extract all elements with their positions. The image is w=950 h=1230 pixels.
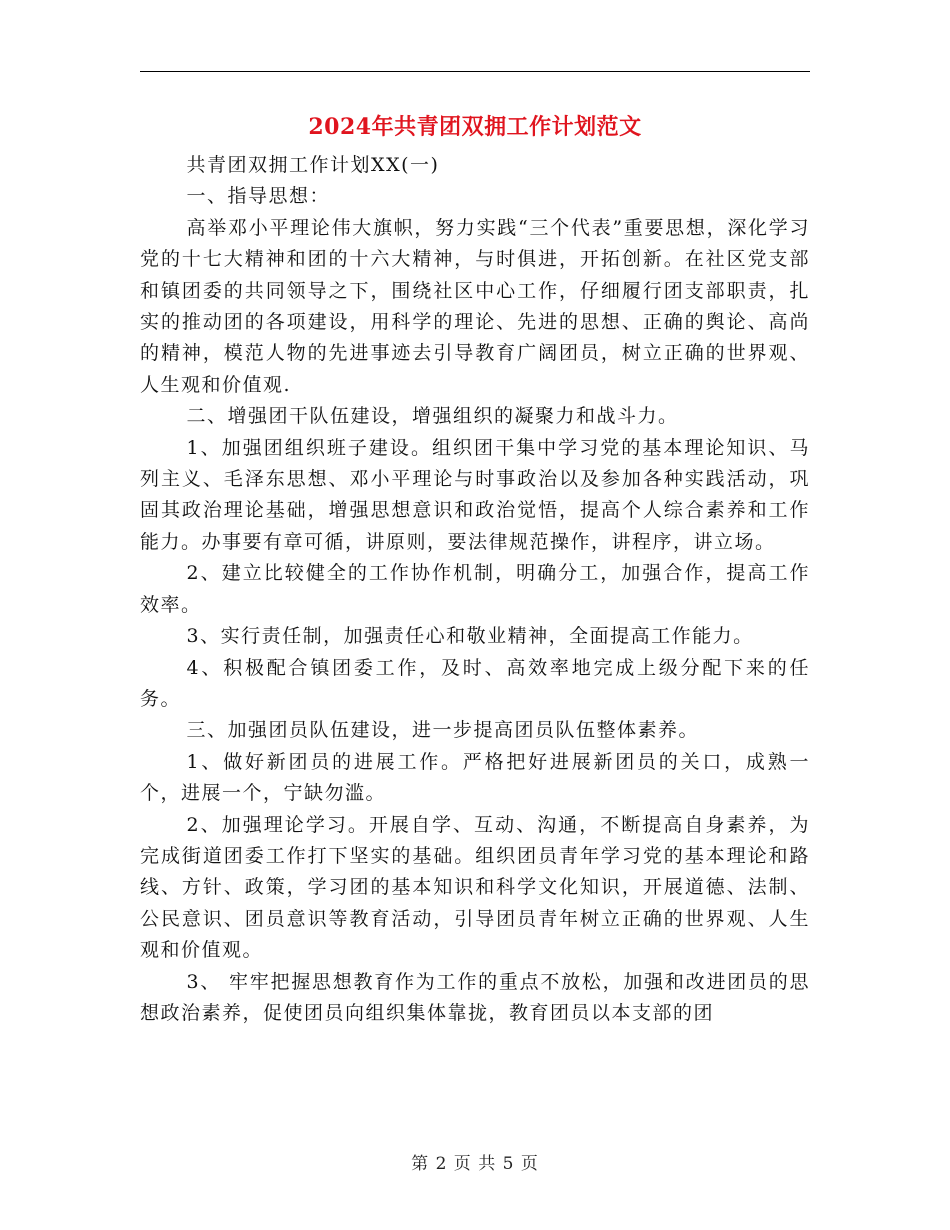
- paragraph-section-2-heading: 二、增强团干队伍建设，增强组织的凝聚力和战斗力。: [186, 405, 679, 428]
- document-body: [140, 150, 810, 1029]
- paragraph-section-3-heading: 三、加强团员队伍建设，进一步提高团员队伍整体素养。: [186, 719, 700, 742]
- paragraph-item-2-3: 3、实行责任制，加强责任心和敬业精神，全面提高工作能力。: [186, 625, 754, 648]
- paragraph-item-2-2: 2、建立比较健全的工作协作机制，明确分工，加强合作，提高工作效率。: [140, 562, 810, 616]
- paragraph-item-2-4: 4、积极配合镇团委工作，及时、高效率地完成上级分配下来的任务。: [140, 656, 810, 710]
- paragraph-item-3-1: 1、做好新团员的进展工作。严格把好进展新团员的关口，成熟一个，进展一个，宁缺勿滥。: [140, 750, 810, 805]
- paragraph-guiding-thought: 高举邓小平理论伟大旗帜，努力实践“三个代表”重要思想，深化学习党的十七大精神和团的十六大精神，与时俱进，开拓创新。在社区党支部和镇团委的共同领导之下，围绕社区中心工作，仔细履行团支部职责，扎实的推动团的各项建设，用科学的理论、先进的思想、正确的舆论、高尚的精神，模范人物的先进事迹去引导教育广阔团员，树立正确的世界观、人生观和价值观.: [140, 216, 810, 396]
- page-number-footer: 第 2 页 共 5 页: [411, 1154, 539, 1174]
- paragraph-section-1-heading: 一、指导思想：: [186, 185, 331, 208]
- paragraph-item-3-2: 2、加强理论学习。开展自学、互动、沟通，不断提高自身素养，为完成街道团委工作打下坚实的基础。组织团员青年学习党的基本理论和路线、方针、政策，学习团的基本知识和科学文化知识，开展道德、法制、公民意识、团员意识等教育活动，引导团员青年树立正确的世界观、人生观和价值观。: [140, 813, 810, 962]
- document-title: 2024年共青团双拥工作计划范文: [308, 114, 642, 140]
- paragraph-item-2-1: 1、加强团组织班子建设。组织团干集中学习党的基本理论知识、马列主义、毛泽东思想、邓小平理论与时事政治以及参加各种实践活动，巩固其政治理论基础，增强思想意识和政治觉悟，提高个人综合素养和工作能力。办事要有章可循，讲原则，要法律规范操作，讲程序，讲立场。: [140, 436, 810, 553]
- header-rule: [140, 71, 810, 72]
- paragraph-plan-heading: 共青团双拥工作计划XX(一): [186, 154, 440, 176]
- paragraph-item-3-3: 3、 牢牢把握思想教育作为工作的重点不放松，加强和改进团员的思想政治素养，促使团员向组织集体靠拢，教育团员以本支部的团: [140, 970, 810, 1024]
